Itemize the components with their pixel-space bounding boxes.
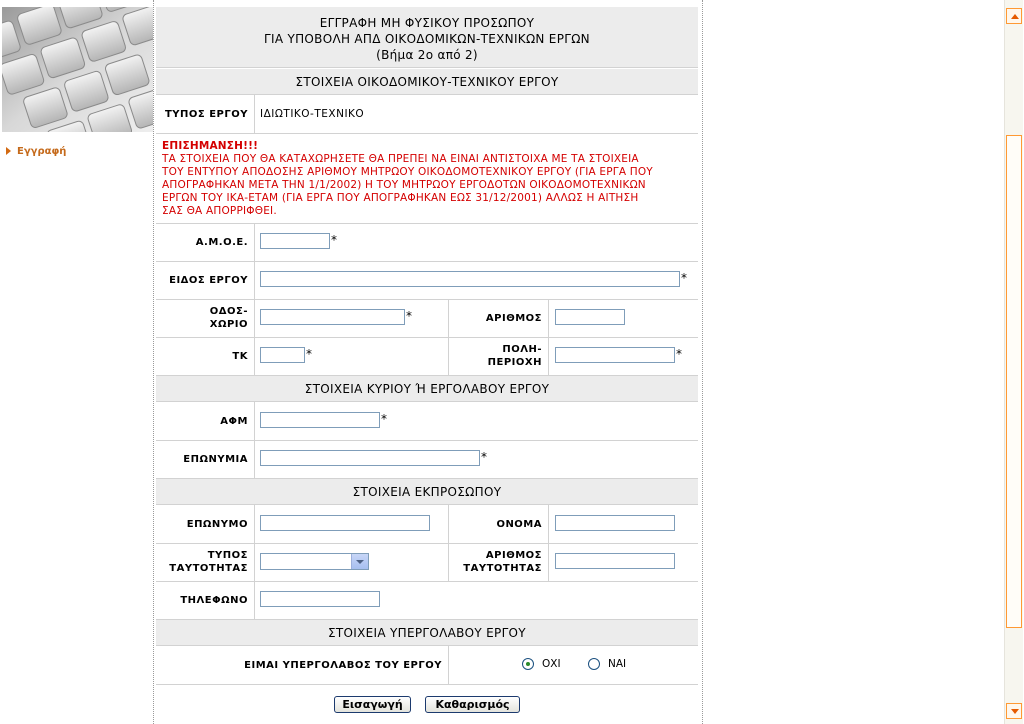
city-label-line-2: ΠΕΡΙΟΧΗ bbox=[487, 357, 542, 368]
required-asterisk: * bbox=[681, 271, 687, 285]
first-name-label: ΟΝΟΜΑ bbox=[496, 518, 542, 530]
id-number-input[interactable] bbox=[555, 553, 675, 569]
warning-line-1: ΤΑ ΣΤΟΙΧΕΙΑ ΠΟΥ ΘΑ ΚΑΤΑΧΩΡΗΣΕΤΕ ΘΑ ΠΡΕΠΕΙ ΝΑ ΕΙΝΑΙ ΑΝΤΙΣΤΟΙΧΑ ΜΕ ΤΑ ΣΤΟΙΧΕΙΑ bbox=[162, 153, 639, 165]
afm-label: ΑΦΜ bbox=[220, 415, 248, 427]
section-owner-header: ΣΤΟΙΧΕΙΑ ΚΥΡΙΟΥ Ή ΕΡΓΟΛΑΒΟΥ ΕΡΓΟΥ bbox=[156, 375, 698, 402]
chevron-down-icon bbox=[356, 560, 364, 564]
title-line-3: (Βήμα 2ο από 2) bbox=[376, 48, 478, 62]
phone-label: ΤΗΛΕΦΩΝΟ bbox=[180, 594, 248, 606]
street-label-line-2: ΧΩΡΙΟ bbox=[209, 319, 248, 330]
section-subcontractor-header: ΣΤΟΙΧΕΙΑ ΥΠΕΡΓΟΛΑΒΟΥ ΕΡΓΟΥ bbox=[156, 619, 698, 646]
zip-label: ΤΚ bbox=[232, 350, 248, 362]
divider-left bbox=[153, 0, 154, 724]
company-name-label: ΕΠΩΝΥΜΙΑ bbox=[183, 453, 248, 465]
company-name-input[interactable] bbox=[260, 450, 480, 466]
surname-label: ΕΠΩΝΥΜΟ bbox=[186, 518, 248, 530]
sidebar-item-label: Εγγραφή bbox=[17, 146, 67, 157]
city-input[interactable] bbox=[555, 347, 675, 363]
warning-line-2: ΤΟΥ ΕΝΤΥΠΟΥ ΑΠΟΔΟΣΗΣ ΑΡΙΘΜΟΥ ΜΗΤΡΩΟΥ ΟΙΚΟΔΟΜΟΤΕΧΝΙΚΟΥ ΕΡΓΟΥ (ΓΙΑ ΕΡΓΑ ΠΟΥ bbox=[162, 166, 653, 178]
required-asterisk: * bbox=[406, 309, 412, 323]
radio-no-label: ΟΧΙ bbox=[542, 658, 561, 670]
street-number-input[interactable] bbox=[555, 309, 625, 325]
id-number-label-line-2: ΤΑΥΤΟΤΗΤΑΣ bbox=[463, 563, 542, 574]
radio-yes-label: ΝΑΙ bbox=[608, 658, 627, 670]
required-asterisk: * bbox=[676, 347, 682, 361]
form-title bbox=[156, 7, 698, 68]
city-label bbox=[449, 337, 548, 375]
scroll-up-button[interactable] bbox=[1006, 8, 1022, 24]
project-type-label: ΤΥΠΟΣ ΕΡΓΟΥ bbox=[164, 108, 248, 120]
sidebar-item-register[interactable] bbox=[6, 146, 66, 157]
warning-line-5: ΣΑΣ ΘΑ ΑΠΟΡΡΙΦΘΕΙ. bbox=[162, 205, 277, 217]
arrow-up-icon bbox=[1011, 14, 1019, 19]
work-kind-label: ΕΙΔΟΣ ΕΡΓΟΥ bbox=[169, 274, 248, 286]
arrow-down-icon bbox=[1011, 709, 1019, 714]
id-type-label-line-2: ΤΑΥΤΟΤΗΤΑΣ bbox=[169, 563, 248, 574]
section-project-header: ΣΤΟΙΧΕΙΑ ΟΙΚΟΔΟΜΙΚΟΥ-ΤΕΧΝΙΚΟΥ ΕΡΓΟΥ bbox=[156, 69, 698, 95]
first-name-input[interactable] bbox=[555, 515, 675, 531]
amoe-input[interactable] bbox=[260, 233, 330, 249]
keyboard-banner-image bbox=[2, 7, 153, 132]
zip-input[interactable] bbox=[260, 347, 305, 363]
id-type-label-line-1: ΤΥΠΟΣ bbox=[207, 550, 248, 561]
project-type-value: ΙΔΙΩΤΙΚΟ-ΤΕΧΝΙΚΟ bbox=[260, 108, 365, 120]
id-type-label bbox=[156, 543, 254, 581]
warning-line-4: ΕΡΓΩΝ ΤΟΥ ΙΚΑ-ΕΤΑΜ (ΓΙΑ ΕΡΓΑ ΠΟΥ ΑΠΟΓΡΑΦΗΚΑΝ ΕΩΣ 31/12/2001) ΑΛΛΩΣ Η ΑΙΤΗΣΗ bbox=[162, 192, 639, 204]
clear-button[interactable]: Καθαρισμός bbox=[425, 696, 520, 713]
title-line-2: ΓΙΑ ΥΠΟΒΟΛΗ ΑΠΔ ΟΙΚΟΔΟΜΙΚΩΝ-ΤΕΧΝΙΚΩΝ ΕΡΓΩΝ bbox=[264, 32, 590, 46]
required-asterisk: * bbox=[481, 450, 487, 464]
warning-line-3: ΑΠΟΓΡΑΦΗΚΑΝ ΜΕΤΑ ΤΗΝ 1/1/2002) Η ΤΟΥ ΜΗΤΡΩΟΥ ΕΡΓΟΔΟΤΩΝ ΟΙΚΟΔΟΜΟΤΕΧΝΙΚΩΝ bbox=[162, 179, 646, 191]
street-input[interactable] bbox=[260, 309, 405, 325]
scroll-down-button[interactable] bbox=[1006, 703, 1022, 719]
divider-right bbox=[702, 0, 703, 724]
id-number-label-line-1: ΑΡΙΘΜΟΣ bbox=[485, 550, 542, 561]
work-kind-input[interactable] bbox=[260, 271, 680, 287]
vertical-scrollbar[interactable] bbox=[1004, 0, 1023, 724]
scroll-thumb[interactable] bbox=[1006, 135, 1022, 628]
warning-title: ΕΠΙΣΗΜΑΝΣΗ!!! bbox=[162, 140, 259, 152]
amoe-label: Α.Μ.Ο.Ε. bbox=[195, 236, 248, 248]
required-asterisk: * bbox=[306, 347, 312, 361]
radio-yes[interactable] bbox=[588, 658, 600, 670]
street-label-line-1: ΟΔΟΣ- bbox=[209, 306, 248, 317]
street-label bbox=[156, 299, 254, 337]
section-representative-header: ΣΤΟΙΧΕΙΑ ΕΚΠΡΟΣΩΠΟΥ bbox=[156, 478, 698, 505]
number-label: ΑΡΙΘΜΟΣ bbox=[485, 312, 542, 324]
radio-no[interactable] bbox=[522, 658, 534, 670]
is-subcontractor-label: ΕΙΜΑΙ ΥΠΕΡΓΟΛΑΒΟΣ ΤΟΥ ΕΡΓΟΥ bbox=[244, 659, 442, 671]
sidebar bbox=[0, 0, 153, 724]
dropdown-button[interactable] bbox=[351, 554, 368, 569]
submit-button[interactable]: Εισαγωγή bbox=[334, 696, 411, 713]
phone-input[interactable] bbox=[260, 591, 380, 607]
surname-input[interactable] bbox=[260, 515, 430, 531]
city-label-line-1: ΠΟΛΗ- bbox=[502, 344, 542, 355]
arrow-right-icon bbox=[6, 147, 11, 155]
id-number-label bbox=[449, 543, 548, 581]
title-line-1: ΕΓΓΡΑΦΗ ΜΗ ΦΥΣΙΚΟΥ ΠΡΟΣΩΠΟΥ bbox=[319, 16, 535, 30]
required-asterisk: * bbox=[331, 233, 337, 247]
warning-notice bbox=[162, 140, 694, 218]
id-type-select[interactable] bbox=[260, 553, 369, 570]
required-asterisk: * bbox=[381, 412, 387, 426]
afm-input[interactable] bbox=[260, 412, 380, 428]
